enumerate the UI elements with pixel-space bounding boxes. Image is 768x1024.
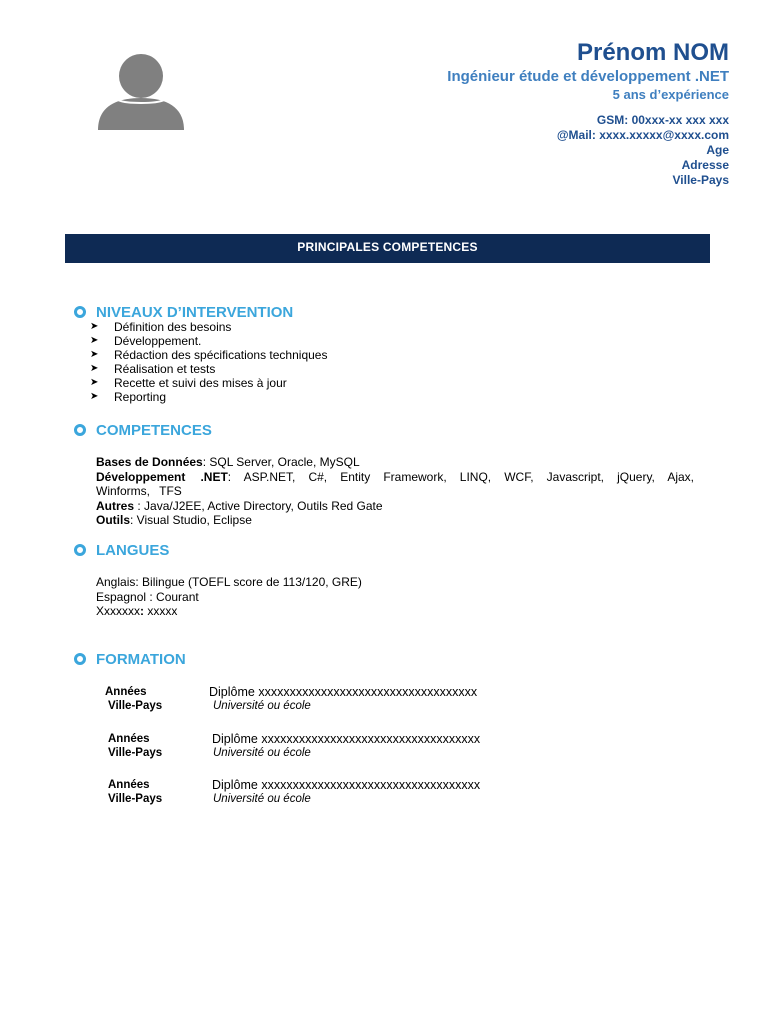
list-item: ➤ Réalisation et tests <box>90 362 216 376</box>
list-item: ➤ Recette et suivi des mises à jour <box>90 376 287 390</box>
formation-school: Université ou école <box>213 747 311 759</box>
competences-block <box>96 455 694 528</box>
formation-year: Années <box>108 733 150 745</box>
formation-diploma: Diplôme xxxxxxxxxxxxxxxxxxxxxxxxxxxxxxxxxxx <box>209 685 478 699</box>
formation-place: Ville-Pays <box>108 747 163 759</box>
langues-block <box>96 575 362 619</box>
formation-place: Ville-Pays <box>108 700 163 712</box>
competence-row: Développement .NET: ASP.NET, C#, Entity Framework, LINQ, WCF, Javascript, jQuery, Ajax, Winforms, TFS <box>96 469 695 498</box>
avatar-icon <box>96 54 186 134</box>
contact-address: Adresse <box>681 158 729 172</box>
arrow-bullet-icon: ➤ <box>90 391 99 402</box>
formation-year: Années <box>108 779 150 791</box>
competence-row: Bases de Données: SQL Server, Oracle, MySQL <box>96 455 360 469</box>
contact-phone: GSM: 00xxx-xx xxx xxx <box>596 113 729 127</box>
formation-school: Université ou école <box>213 793 311 805</box>
list-item: ➤ Définition des besoins <box>90 320 232 334</box>
formation-place: Ville-Pays <box>108 793 163 805</box>
header <box>447 38 729 188</box>
arrow-bullet-icon: ➤ <box>90 349 99 360</box>
ring-bullet-icon <box>74 306 86 318</box>
ring-bullet-icon <box>74 544 86 556</box>
arrow-bullet-icon: ➤ <box>90 377 99 388</box>
job-title: Ingénieur étude et développement .NET <box>447 68 729 85</box>
experience: 5 ans d’expérience <box>612 87 729 102</box>
list-item: ➤ Développement. <box>90 334 202 348</box>
section-title-competences: COMPETENCES <box>74 421 212 439</box>
section-title-formation: FORMATION <box>74 650 186 668</box>
contact-block <box>447 113 729 188</box>
list-item: ➤ Rédaction des spécifications techniques <box>90 348 328 362</box>
niveaux-list <box>90 320 327 404</box>
ring-bullet-icon <box>74 424 86 436</box>
contact-age: Age <box>706 143 729 157</box>
formation-diploma: Diplôme xxxxxxxxxxxxxxxxxxxxxxxxxxxxxxxxxxx <box>212 732 481 746</box>
section-title-niveaux: NIVEAUX D’INTERVENTION <box>74 303 293 321</box>
langue-row: Xxxxxxx: xxxxx <box>96 604 178 618</box>
langue-row: Anglais: Bilingue (TOEFL score de 113/120, GRE) <box>96 575 362 589</box>
candidate-name: Prénom NOM <box>576 39 729 66</box>
section-banner: PRINCIPALES COMPETENCES <box>65 234 710 263</box>
competence-row: Outils: Visual Studio, Eclipse <box>96 513 252 527</box>
list-item: ➤ Reporting <box>90 390 167 404</box>
arrow-bullet-icon: ➤ <box>90 363 99 374</box>
competence-row: Autres : Java/J2EE, Active Directory, Outils Red Gate <box>96 498 383 513</box>
arrow-bullet-icon: ➤ <box>90 335 99 346</box>
ring-bullet-icon <box>74 653 86 665</box>
formation-school: Université ou école <box>213 700 311 712</box>
contact-email: @Mail: xxxx.xxxxx@xxxx.com <box>556 128 729 142</box>
arrow-bullet-icon: ➤ <box>90 321 99 332</box>
langue-row: Espagnol : Courant <box>96 589 199 604</box>
formation-diploma: Diplôme xxxxxxxxxxxxxxxxxxxxxxxxxxxxxxxxxxx <box>212 778 481 792</box>
formation-year: Années <box>105 686 147 698</box>
section-title-langues: LANGUES <box>74 541 169 559</box>
contact-city: Ville-Pays <box>672 173 729 187</box>
